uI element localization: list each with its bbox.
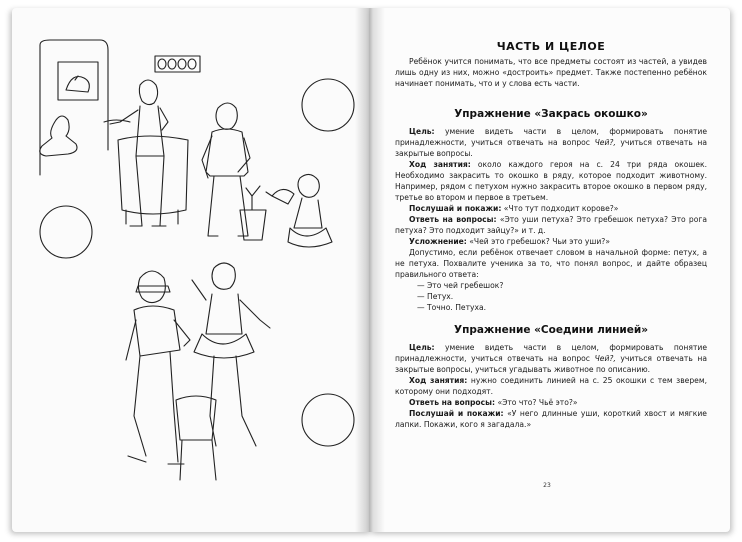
ex1-listen: Послушай и покажи: «Что тут подходит корове?» bbox=[409, 204, 619, 213]
ex1-hard: Усложнение: «Чей это гребешок? Чьи это уши?» bbox=[409, 237, 610, 246]
blindfolded-boy bbox=[126, 271, 190, 464]
man-standing bbox=[202, 103, 250, 236]
plates-sign-text bbox=[160, 66, 161, 67]
drawing-circle bbox=[40, 206, 92, 258]
exercise-2-body bbox=[395, 342, 707, 430]
dialog-line: — Это чей гребешок? bbox=[417, 281, 504, 290]
arched-wall bbox=[40, 40, 108, 175]
section-title: ЧАСТЬ И ЦЕЛОЕ bbox=[496, 40, 606, 53]
drawing-circle bbox=[302, 79, 354, 131]
exercise-1-title: Упражнение «Закрась окошко» bbox=[454, 108, 648, 120]
exercise-2-title: Упражнение «Соедини линией» bbox=[453, 324, 648, 336]
page-number: 23 bbox=[543, 482, 551, 489]
stool-with-flower bbox=[240, 186, 266, 240]
intro-paragraph: Ребёнок учится понимать, что все предметы состоят из частей, а увидев лишь одну из них, можно «достроить» предмет. Также постепенно ребёнок начинает понимать, что и у слова есть части. bbox=[395, 57, 707, 88]
drawing-circle bbox=[302, 394, 354, 446]
ex2-process: Ход занятия: нужно соединить линией на с. 25 окошки с тем зверем, которому они подходят. bbox=[395, 376, 707, 396]
intro-block bbox=[395, 56, 707, 89]
ex2-answer: Ответь на вопросы: «Это что? Чьё это?» bbox=[409, 398, 578, 407]
exercise-1-body bbox=[395, 126, 707, 313]
dialog-line: — Петух. bbox=[417, 292, 454, 301]
plates-on-wall bbox=[155, 56, 200, 72]
ex2-listen: Послушай и покажи: «У него длинные уши, короткий хвост и мягкие лапки. Покажи, кого я загадала.» bbox=[395, 409, 707, 429]
picture-frame bbox=[58, 62, 98, 100]
dialog-line: — Точно. Петуха. bbox=[417, 303, 487, 312]
ex2-goal: Цель: умение видеть части в целом, формировать понятие принадлежности, учиться отвечать на вопрос Чей?, учиться отвечать на закрытые вопросы, учиться угадывать животное по описанию. bbox=[395, 343, 707, 374]
boy-with-tray bbox=[104, 80, 168, 226]
ex1-goal: Цель: умение видеть части в целом, формировать понятие принадлежности, учиться отвечать на вопрос Чей?, учиться отвечать на закрытые вопросы. bbox=[395, 127, 707, 158]
girl-with-brush bbox=[192, 263, 270, 446]
sitting-child bbox=[40, 116, 77, 156]
ex1-answer: Ответь на вопросы: «Это уши петуха? Это гребешок петуха? Это рога петуха? Это подходит зайцу?» и т. д. bbox=[395, 215, 707, 235]
girl-watering bbox=[266, 174, 332, 247]
ex1-process: Ход занятия: около каждого героя на с. 24 три ряда окошек. Необходимо закрасить то окошко в ряду, которое подходит животному. Например, рядом с петухом нужно закрасить второе окошко в первом ряду, третье во втором и первое в третьем. bbox=[395, 160, 707, 202]
ex1-tip: Допустимо, если ребёнок отвечает словом в начальной форме: петух, а не петуха. Похвалите ученика за то, что понял вопрос, и дайте образец правильного ответа: bbox=[395, 248, 707, 279]
table-cloth bbox=[118, 136, 188, 224]
